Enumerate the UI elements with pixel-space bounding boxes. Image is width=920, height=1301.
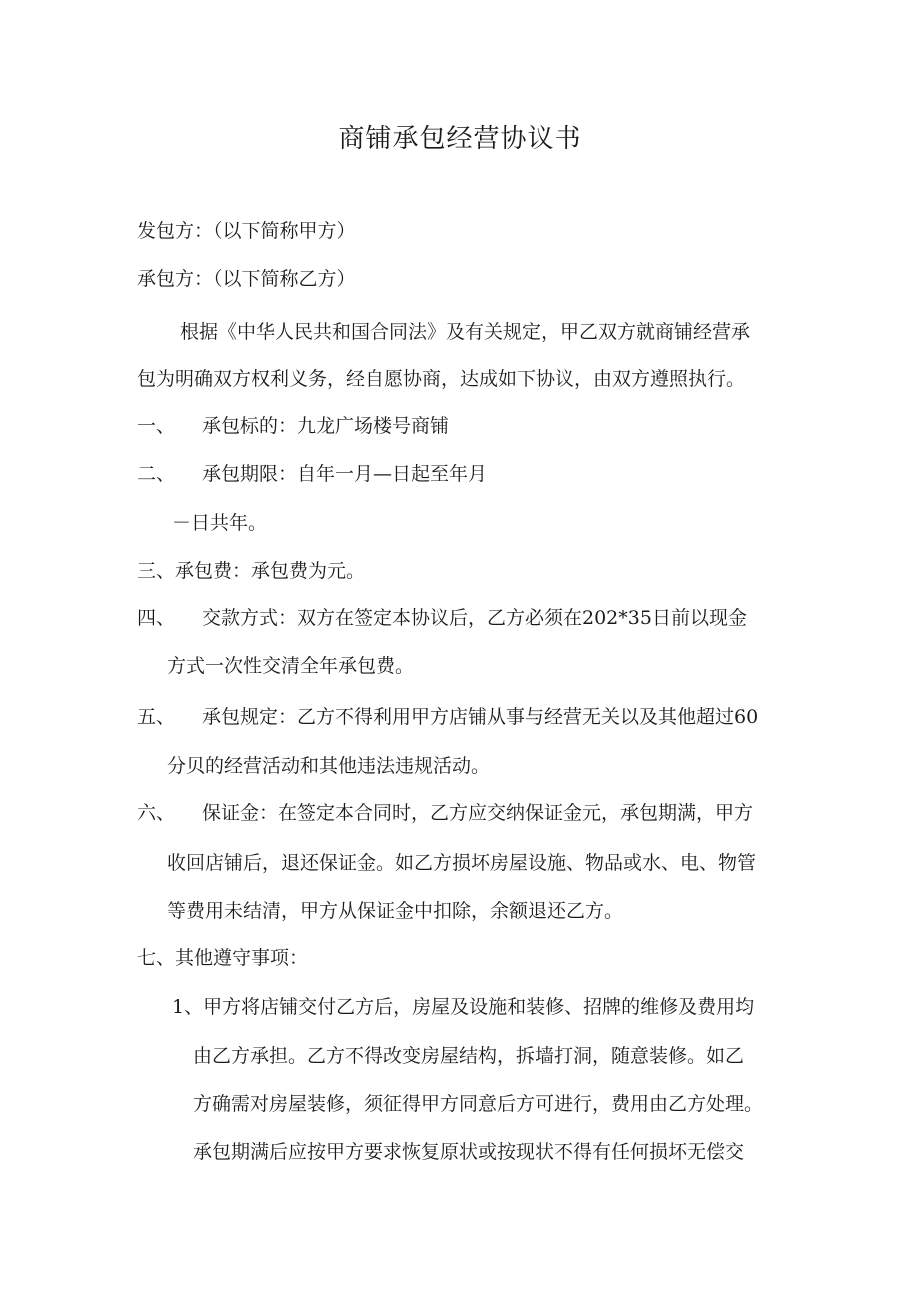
clause-1-number: 一、 xyxy=(137,415,176,437)
clause-5-text-2: 分贝的经营活动和其他违法违规活动。 xyxy=(167,755,491,777)
party-b-line: 承包方：（以下简称乙方） xyxy=(137,268,356,290)
preamble-line-2: 包为明确双方权利义务，经自愿协商，达成如下协议，由双方遵照执行。 xyxy=(137,368,746,390)
clause-4-text-1: 交款方式：双方在签定本协议后，乙方必须在202*35日前以现金 xyxy=(202,607,747,629)
clause-3-text: 三、承包费：承包费为元。 xyxy=(137,560,366,582)
document-title: 商铺承包经营协议书 xyxy=(338,124,582,154)
clause-6-text-1: 保证金：在签定本合同时，乙方应交纳保证金元，承包期满，甲方 xyxy=(202,802,754,824)
clause-5-number: 五、 xyxy=(137,706,176,728)
clause-4-number: 四、 xyxy=(137,607,176,629)
clause-2-number: 二、 xyxy=(137,463,176,485)
clause-2-text-1: 承包期限：自年一月—日起至年月 xyxy=(202,463,488,485)
clause-6-text-2: 收回店铺后，退还保证金。如乙方损坏房屋设施、物品或水、电、物管 xyxy=(167,852,757,874)
clause-7-text: 七、其他遵守事项： xyxy=(137,947,309,969)
sub-item-1-text-3: 方确需对房屋装修，须征得甲方同意后方可进行，费用由乙方处理。 xyxy=(193,1093,764,1115)
sub-item-1-text-2: 由乙方承担。乙方不得改变房屋结构，拆墙打洞，随意装修。如乙 xyxy=(193,1045,745,1067)
clause-5-text-1: 承包规定：乙方不得利用甲方店铺从事与经营无关以及其他超过60 xyxy=(202,706,759,728)
sub-item-1-text-1: 1、甲方将店铺交付乙方后，房屋及设施和装修、招牌的维修及费用均 xyxy=(172,996,755,1018)
clause-6-number: 六、 xyxy=(137,802,176,824)
preamble-line-1: 根据《中华人民共和国合同法》及有关规定，甲乙双方就商铺经营承 xyxy=(180,321,751,343)
clause-6-text-3: 等费用未结清，甲方从保证金中扣除，余额退还乙方。 xyxy=(167,900,624,922)
clause-1-text: 承包标的：九龙广场楼号商铺 xyxy=(202,415,450,437)
clause-2-text-2: －日共年。 xyxy=(172,512,268,534)
party-a-line: 发包方：（以下简称甲方） xyxy=(137,220,356,242)
sub-item-1-text-4: 承包期满后应按甲方要求恢复原状或按现状不得有任何损坏无偿交 xyxy=(193,1141,745,1163)
clause-4-text-2: 方式一次性交清全年承包费。 xyxy=(167,655,415,677)
